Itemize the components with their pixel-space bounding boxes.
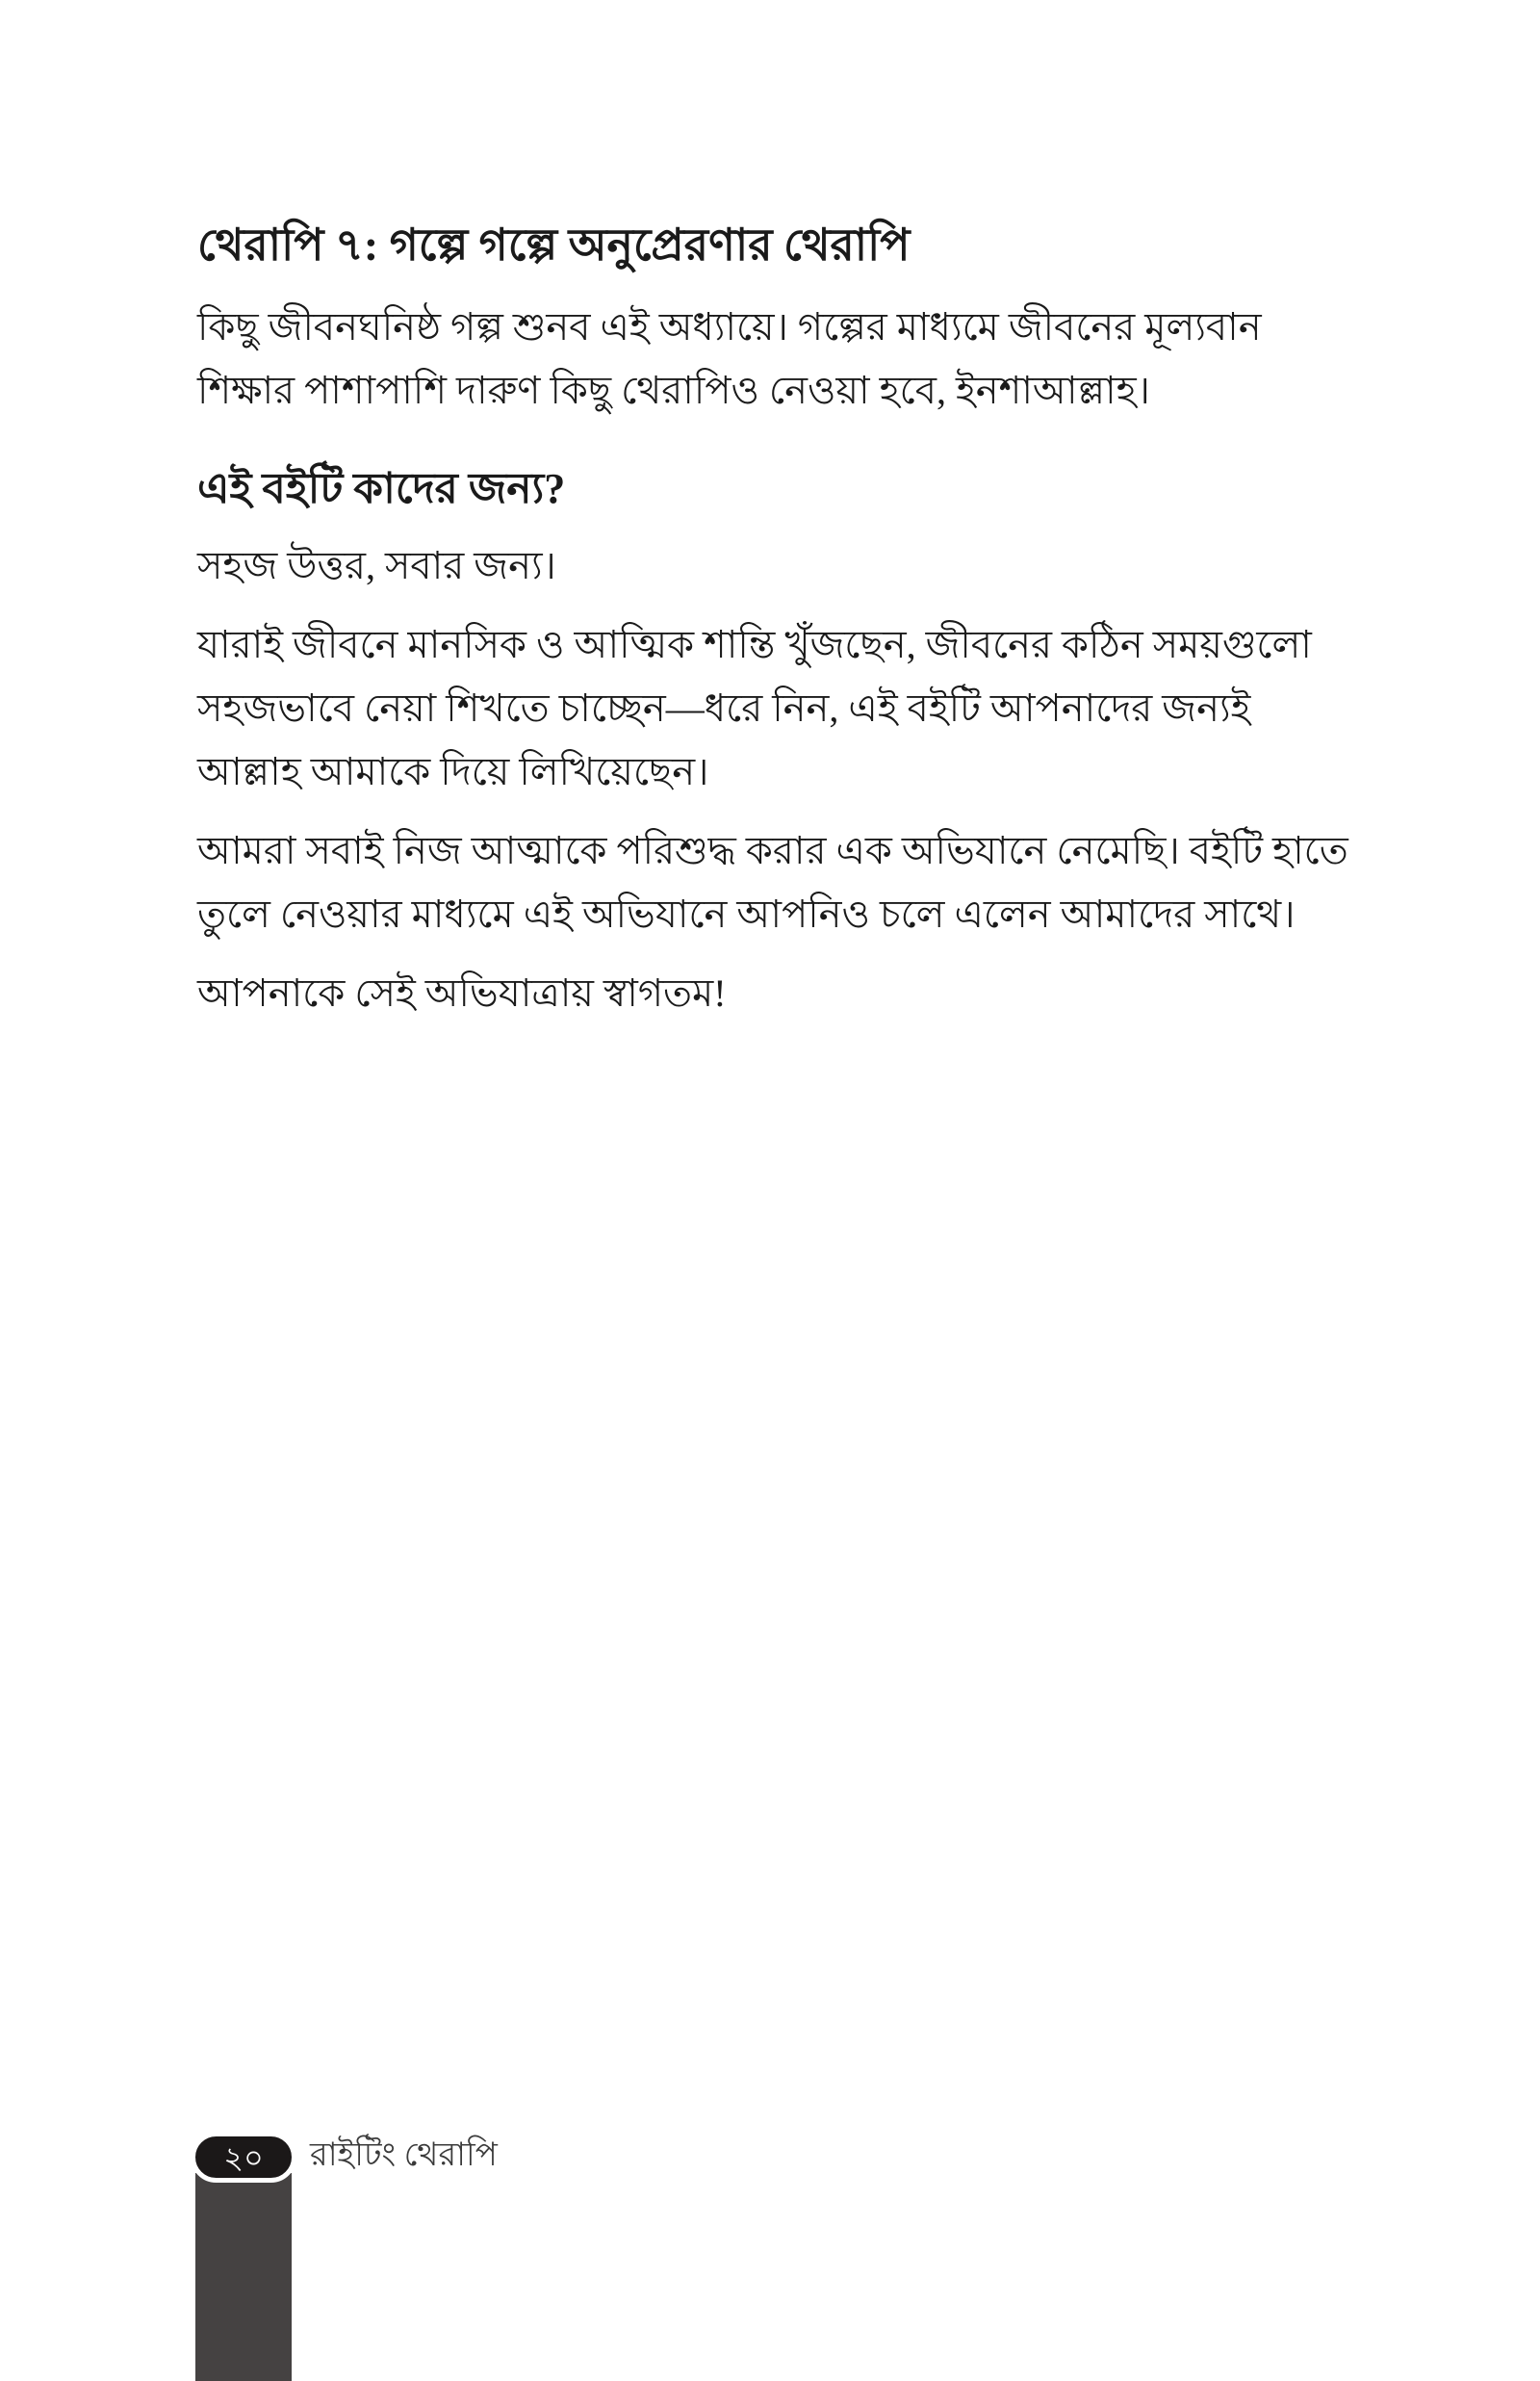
intro-paragraph: কিছু জীবনঘনিষ্ঠ গল্প শুনব এই অধ্যায়ে। গল্পের মাধ্যমে জীবনের মূল্যবান শিক্ষার পাশাপাশি দারুণ কিছু থেরাপিও নেওয়া হবে, ইনশাআল্লাহ। bbox=[197, 305, 1262, 412]
page-content bbox=[197, 217, 1352, 1041]
page-number: ২০ bbox=[223, 2139, 264, 2175]
body-paragraph: আমরা সবাই নিজ আত্মাকে পরিশুদ্ধ করার এক অভিযানে নেমেছি। বইটি হাতে তুলে নেওয়ার মাধ্যমে এই অভিযানে আপনিও চলে এলেন আমাদের সাথে। bbox=[197, 829, 1348, 936]
chapter-heading: থেরাপি ৭: গল্পে গল্পে অনুপ্রেরণার থেরাপি bbox=[197, 220, 911, 270]
body-paragraph: আপনাকে সেই অভিযাত্রায় স্বাগতম! bbox=[197, 971, 727, 1015]
spine-bar bbox=[195, 2173, 292, 2381]
section-heading: এই বইটি কাদের জন্য? bbox=[197, 465, 566, 512]
body-paragraph: যারাই জীবনে মানসিক ও আত্মিক শান্তি খুঁজছেন, জীবনের কঠিন সময়গুলো সহজভাবে নেয়া শিখতে চাচ্ছেন—ধরে নিন, এই বইটি আপনাদের জন্যই আল্লাহ আমাকে দিয়ে লিখিয়েছেন। bbox=[197, 623, 1312, 793]
book-title: রাইটিং থেরাপি bbox=[310, 2136, 498, 2173]
body-paragraph: সহজ উত্তর, সবার জন্য। bbox=[197, 544, 556, 587]
page-number-pill bbox=[191, 2132, 296, 2183]
